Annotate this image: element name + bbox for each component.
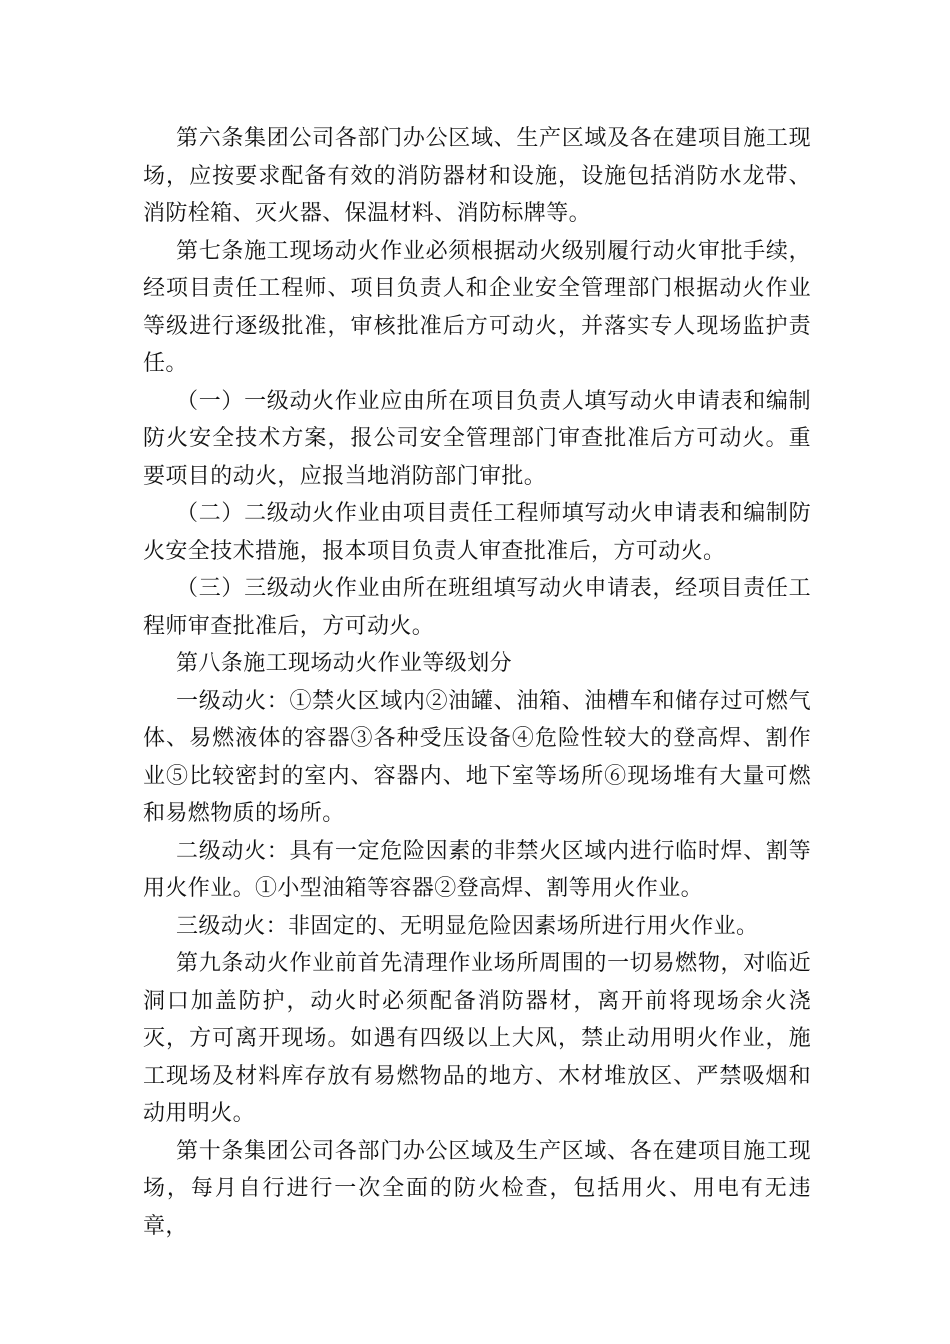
- article-7-paragraph: 第七条施工现场动火作业必须根据动火级别履行动火审批手续，经项目责任工程师、项目负责人和企业安全管理部门根据动火作业等级进行逐级批准，审核批准后方可动火，并落实专人现场监护责任。: [143, 238, 811, 376]
- article-9-paragraph: 第九条动火作业前首先清理作业场所周围的一切易燃物，对临近洞口加盖防护，动火时必须配备消防器材，离开前将现场余火浇灭，方可离开现场。如遇有四级以上大风，禁止动用明火作业，施工现场及材料库存放有易燃物品的地方、木材堆放区、严禁吸烟和动用明火。: [143, 951, 811, 1126]
- level-1-approval-paragraph: （一）一级动火作业应由所在项目负责人填写动火申请表和编制防火安全技术方案，报公司安全管理部门审查批准后方可动火。重要项目的动火，应报当地消防部门审批。: [143, 388, 811, 489]
- level-3-definition-paragraph: 三级动火：非固定的、无明显危险因素场所进行用火作业。: [176, 913, 759, 939]
- article-6-paragraph: 第六条集团公司各部门办公区域、生产区域及各在建项目施工现场，应按要求配备有效的消防器材和设施，设施包括消防水龙带、消防栓箱、灭火器、保温材料、消防标牌等。: [143, 126, 811, 226]
- level-3-approval-paragraph: （三）三级动火作业由所在班组填写动火申请表，经项目责任工程师审查批准后，方可动火。: [143, 576, 811, 639]
- level-1-definition-paragraph: 一级动火：①禁火区域内②油罐、油箱、油槽车和储存过可燃气体、易燃液体的容器③各种受压设备④危险性较大的登高焊、割作业⑤比较密封的室内、容器内、地下室等场所⑥现场堆有大量可燃和易燃物质的场所。: [143, 688, 811, 826]
- level-2-approval-paragraph: （二）二级动火作业由项目责任工程师填写动火申请表和编制防火安全技术措施，报本项目负责人审查批准后，方可动火。: [143, 501, 811, 564]
- article-10-paragraph: 第十条集团公司各部门办公区域及生产区域、各在建项目施工现场，每月自行进行一次全面的防火检查，包括用火、用电有无违章，: [143, 1138, 811, 1239]
- level-2-definition-paragraph: 二级动火：具有一定危险因素的非禁火区域内进行临时焊、割等用火作业。①小型油箱等容器②登高焊、割等用火作业。: [143, 838, 811, 901]
- article-8-heading: 第八条施工现场动火作业等级划分: [176, 651, 513, 676]
- document-body: [143, 120, 811, 1245]
